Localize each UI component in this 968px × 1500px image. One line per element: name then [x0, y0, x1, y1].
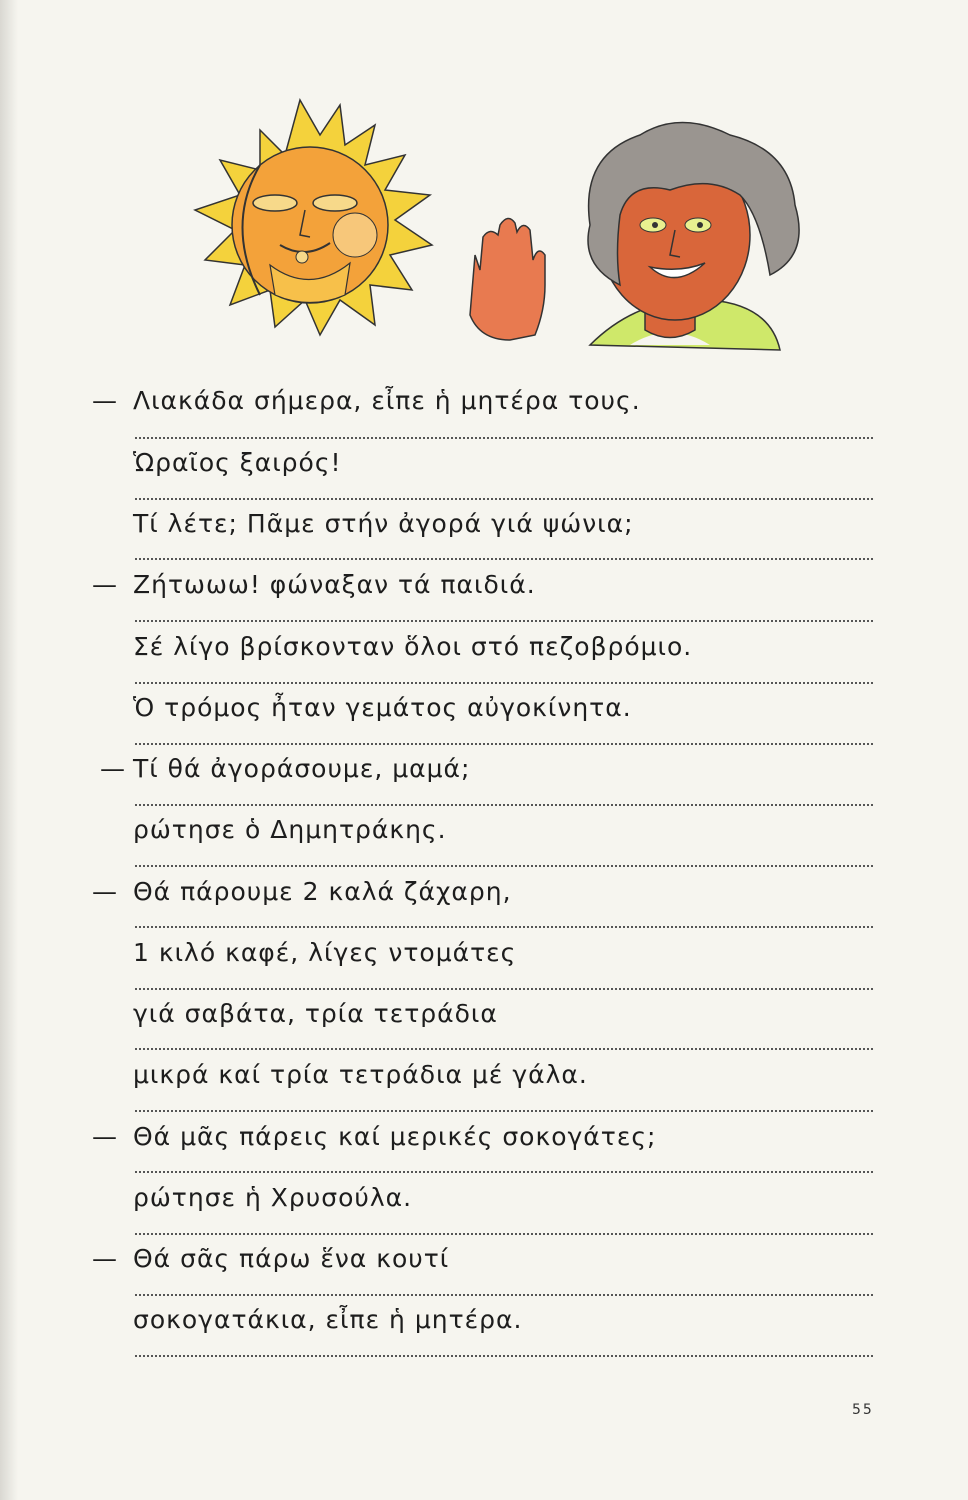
text-line: Θά πάρουμε 2 καλά ζάχαρη,: [133, 877, 512, 906]
writing-line: [135, 682, 873, 684]
writing-line: [135, 865, 873, 867]
writing-line: [135, 558, 873, 560]
text-line: Ζήτωωω! φώναξαν τά παιδιά.: [133, 570, 536, 599]
dialogue-dash: —: [92, 1244, 117, 1273]
text-line: 1 κιλό καφέ, λίγες ντομάτες: [133, 938, 517, 967]
dialogue-dash: —: [100, 754, 125, 783]
writing-line: [135, 1048, 873, 1050]
text-line: γιά σαβάτα, τρία τετράδια: [133, 999, 498, 1028]
text-line: Ὡραῖος ξαιρός!: [133, 448, 342, 477]
writing-line: [135, 988, 873, 990]
writing-line: [135, 437, 873, 439]
text-line: μικρά καί τρία τετράδια μέ γάλα.: [133, 1060, 588, 1089]
writing-line: [135, 1294, 873, 1296]
dialogue-dash: —: [92, 386, 117, 415]
writing-line: [135, 1110, 873, 1112]
text-line: Σέ λίγο βρίσκονταν ὅλοι στό πεζοβρόμιο.: [133, 632, 693, 661]
writing-line: [135, 743, 873, 745]
writing-line: [135, 804, 873, 806]
text-line: Θά σᾶς πάρω ἕνα κουτί: [133, 1244, 450, 1273]
writing-line: [135, 1355, 873, 1357]
writing-line: [135, 498, 873, 500]
text-line: Τί λέτε; Πᾶμε στήν ἀγορά γιά ψώνια;: [133, 509, 634, 538]
text-line: ρώτησε ἡ Χρυσούλα.: [133, 1183, 413, 1212]
text-line: ρώτησε ὁ Δημητράκης.: [133, 815, 447, 844]
text-line: Τί θά ἀγοράσουμε, μαμά;: [133, 754, 471, 783]
writing-line: [135, 1171, 873, 1173]
dialogue-dash: —: [92, 877, 117, 906]
text-line: Θά μᾶς πάρεις καί μερικές σοκογάτες;: [133, 1122, 657, 1151]
dialogue-dash: —: [92, 1122, 117, 1151]
writing-line: [135, 620, 873, 622]
text-line: Λιακάδα σήμερα, εἶπε ἡ μητέρα τους.: [133, 386, 641, 415]
page-number: 55: [852, 1402, 874, 1418]
text-line: σοκογατάκια, εἶπε ἡ μητέρα.: [133, 1305, 523, 1334]
writing-line: [135, 1233, 873, 1235]
dialogue-dash: —: [92, 570, 117, 599]
writing-line: [135, 926, 873, 928]
text-line: Ὁ τρόμος ἦταν γεμάτος αὐγοκίνητα.: [133, 693, 632, 722]
